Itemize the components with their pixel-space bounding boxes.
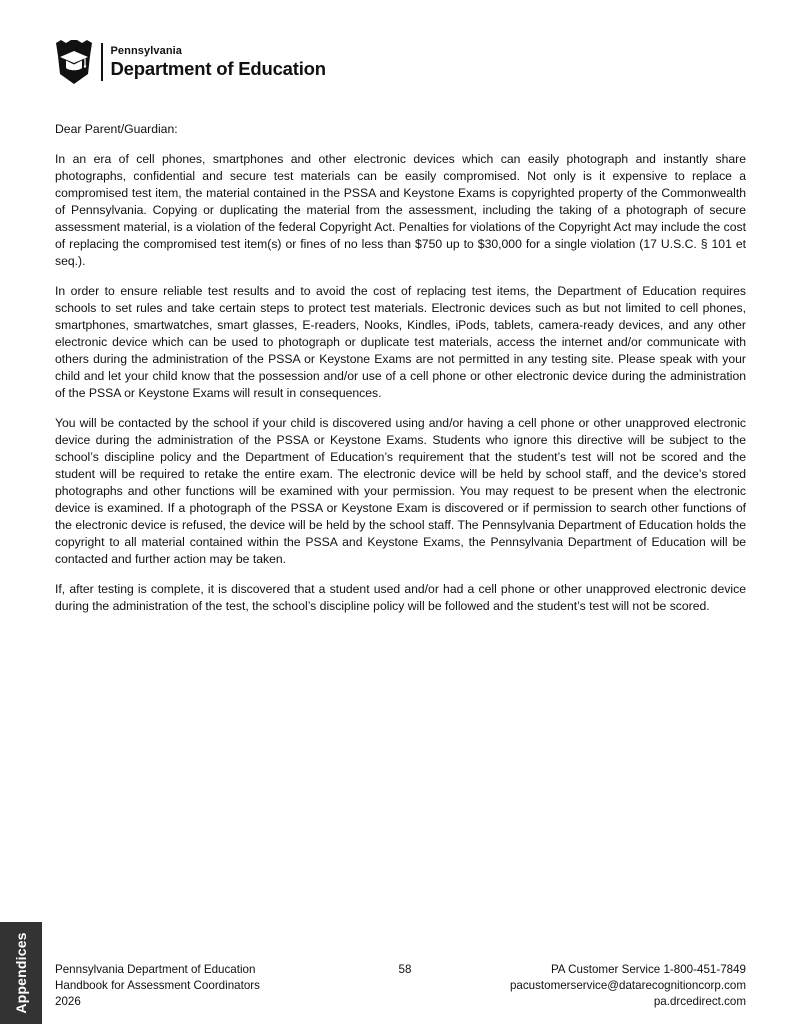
logo-department: Department of Education [110,57,326,79]
keystone-mortarboard-icon [55,40,93,84]
logo-wordmark [111,46,326,79]
footer-website: pa.drcedirect.com [653,995,746,1008]
paragraph-consequences: You will be contacted by the school if your child is discovered using and/or having a cell phone or other unapproved electronic device during the administration of the PSSA or Keystone Exams. Students who ignore this directive will be subject to the school’s discipline policy and the Department of Education’s requirement that the student’s test will not be scored and the student will be required to retake the entire exam. The electronic device will be held by school staff, and the device’s stored photographs and other functions will be examined with your permission. You may request to be present when the electronic device is examined. If a photograph of the PSSA or Keystone Exam is discovered or if permission to search other functions of the electronic device is refused, the device will be held by the school staff. The Pennsylvania Department of Education holds the copyright to all material contained within the PSSA and Keystone Exams, the Pennsylvania Department of Education will be contacted and further action may be taken. [55,416,746,566]
paragraph-device-rules: In order to ensure reliable test results and to avoid the cost of replacing test items, the Department of Education requires schools to set rules and take certain steps to protect test materials. Electronic devices such as but not limited to cell phones, smartphones, smartwatches, smart glasses, E-readers, Nooks, Kindles, iPods, tablets, camera-ready devices, and any other electronic device which can be used to photograph or duplicate test materials, access the internet and/or communicate with others during the administration of the PSSA or Keystone Exams are not permitted in any testing site. Please speak with your child and let your child know that the possession and/or use of a cell phone or other electronic device during the administration of the PSSA or Keystone Exams will result in consequences. [55,284,746,400]
footer-year: 2026 [55,995,81,1008]
page-number: 58 [398,963,412,976]
letter-body [55,121,746,628]
footer-right [510,962,746,1010]
footer-email: pacustomerservice@datarecognitioncorp.com [509,979,746,992]
logo-state: Pennsylvania [110,44,183,57]
salutation: Dear Parent/Guardian: [55,122,178,136]
footer-org: Pennsylvania Department of Education [55,963,256,976]
footer-handbook: Handbook for Assessment Coordinators [55,979,260,992]
footer-customer-service: PA Customer Service 1-800-451-7849 [550,963,746,976]
logo-divider [101,43,103,81]
appendices-tab-label: Appendices [13,932,29,1014]
paragraph-copyright: In an era of cell phones, smartphones and other electronic devices which can easily photograph and instantly share photographs, confidential and secure test materials can be easily compromised. Not only is it expensive to replace a compromised test item, the material contained in the PSSA and Keystone Exams is copyrighted property of the Commonwealth of Pennsylvania. Copying or duplicating the material from the assessment, including the taking of a photograph of secure assessment material, is a violation of the federal Copyright Act. Penalties for violations of the Copyright Act may include the cost of replacing the compromised test item(s) or fines of no less than $750 up to $30,000 for a single violation (17 U.S.C. § 101 et seq.). [55,152,746,268]
header [55,40,326,84]
paragraph-after-testing: If, after testing is complete, it is discovered that a student used and/or had a cell phone or other unapproved electronic device during the administration of the test, the school’s discipline policy will be followed and the student’s test will not be scored. [55,582,746,613]
